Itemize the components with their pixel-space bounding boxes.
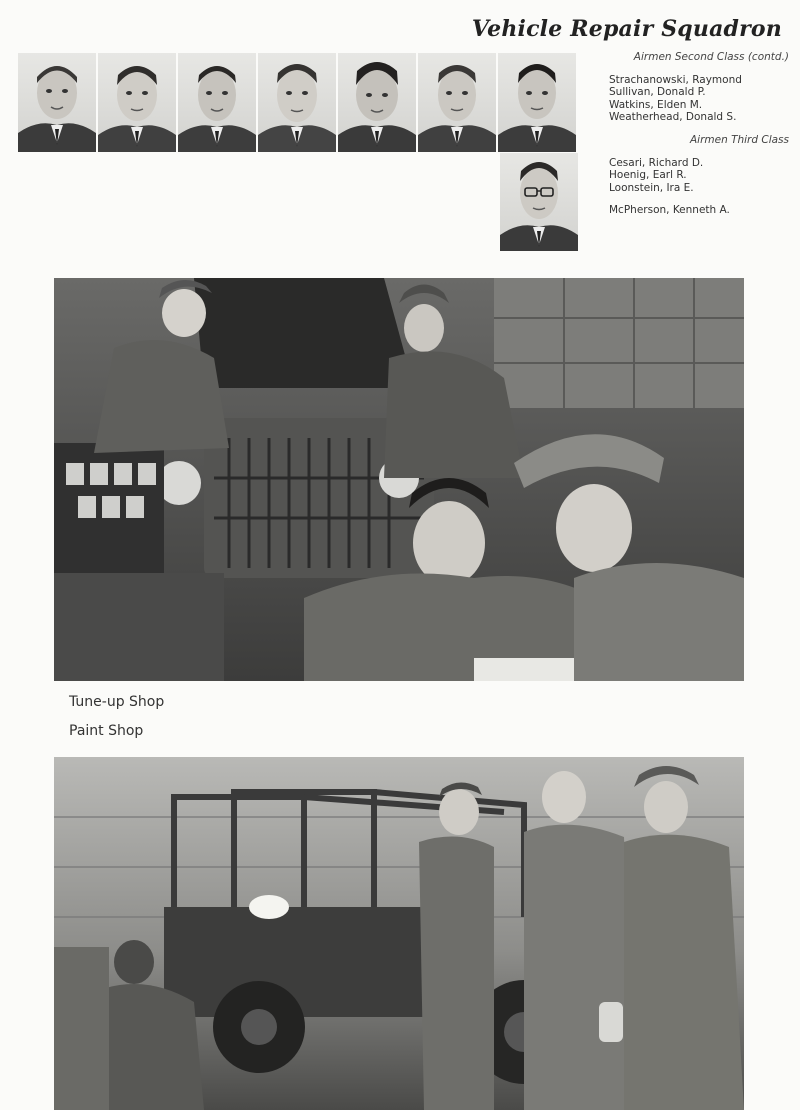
name-list	[609, 74, 794, 124]
tuneup-shop-photo	[54, 278, 744, 681]
name-entry: Watkins, Elden M.	[609, 98, 703, 111]
class-heading: Airmen Second Class (contd.)	[633, 51, 789, 63]
portrait-photo	[178, 53, 256, 152]
roster	[609, 51, 794, 227]
name-list	[609, 157, 794, 195]
page-title: Vehicle Repair Squadron	[471, 16, 782, 42]
photo-caption: Paint Shop	[69, 723, 144, 739]
portrait-photo	[498, 53, 576, 152]
name-entry: Weatherhead, Donald S.	[609, 111, 737, 124]
paint-shop-photo	[54, 757, 744, 1110]
name-entry: Cesari, Richard D.	[609, 156, 704, 169]
class-heading: Airmen Third Class	[689, 133, 789, 146]
portrait-photo	[338, 53, 416, 152]
name-entry: Loonstein, Ira E.	[609, 181, 694, 194]
portrait-photo	[500, 153, 578, 251]
portrait-photo	[258, 53, 336, 152]
name-entry: McPherson, Kenneth A.	[609, 204, 730, 217]
portrait-photo	[418, 53, 496, 152]
photo-caption: Tune-up Shop	[69, 694, 165, 710]
portrait-photo	[18, 53, 96, 152]
name-list	[609, 204, 794, 217]
portrait-photo	[98, 53, 176, 152]
name-entry: Strachanowski, Raymond	[609, 73, 742, 86]
name-entry: Sullivan, Donald P.	[609, 86, 706, 99]
portrait-row	[18, 53, 578, 152]
name-entry: Hoenig, Earl R.	[609, 169, 687, 182]
